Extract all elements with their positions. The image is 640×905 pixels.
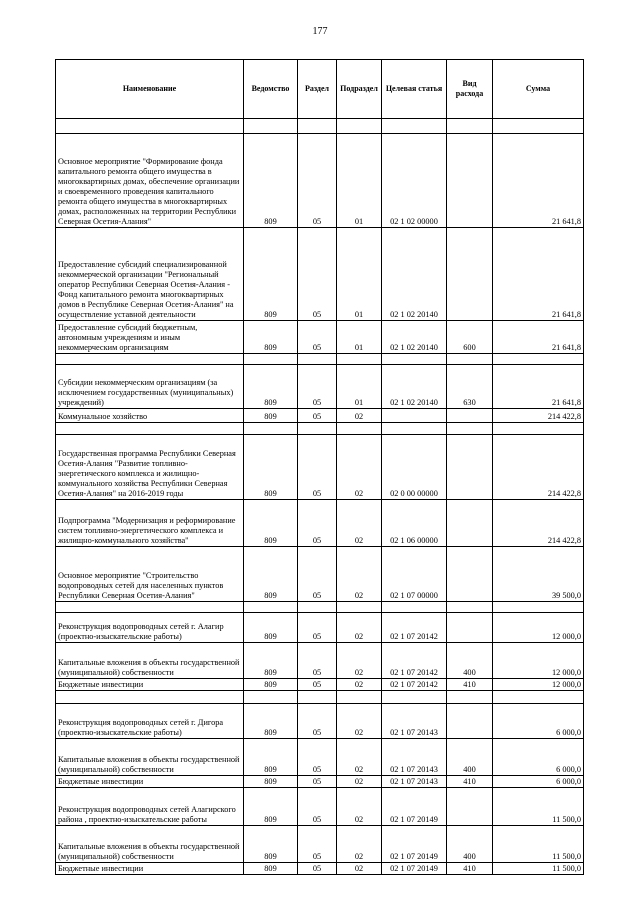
row-expense-type: [447, 547, 493, 602]
spacer-cell: [493, 691, 584, 704]
row-name: Капитальные вложения в объекты государственной (муниципальной) собственности: [56, 826, 244, 863]
row-target-item: 02 1 07 00000: [382, 547, 447, 602]
row-department: 809: [244, 409, 298, 423]
row-subsection: 02: [337, 547, 382, 602]
spacer-cell: [56, 354, 244, 365]
row-sum: 11 500,0: [493, 788, 584, 826]
spacer-cell: [56, 691, 244, 704]
row-sum: 214 422,8: [493, 435, 584, 500]
row-expense-type: [447, 788, 493, 826]
table-row: [56, 826, 584, 863]
row-target-item: 02 1 07 20149: [382, 788, 447, 826]
table-row: [56, 547, 584, 602]
row-section: 05: [298, 679, 337, 691]
row-name: Бюджетные инвестиции: [56, 776, 244, 788]
header-target-item: Целевая статья: [382, 60, 447, 119]
row-section: 05: [298, 826, 337, 863]
row-department: 809: [244, 321, 298, 354]
row-expense-type: 410: [447, 776, 493, 788]
row-sum: 214 422,8: [493, 409, 584, 423]
table-row: [56, 321, 584, 354]
row-target-item: 02 1 06 00000: [382, 500, 447, 547]
row-expense-type: [447, 134, 493, 228]
row-name: Капитальные вложения в объекты государственной (муниципальной) собственности: [56, 643, 244, 679]
spacer-cell: [244, 423, 298, 435]
row-section: 05: [298, 613, 337, 643]
row-spacer: [56, 602, 584, 613]
row-section: 05: [298, 863, 337, 875]
row-subsection: 02: [337, 739, 382, 776]
row-target-item: 02 1 07 20149: [382, 863, 447, 875]
header-expense-type: Вид расхода: [447, 60, 493, 119]
spacer-cell: [56, 602, 244, 613]
spacer-cell: [447, 423, 493, 435]
row-sum: 21 641,8: [493, 134, 584, 228]
table-row: [56, 435, 584, 500]
spacer-cell: [382, 602, 447, 613]
header-subsection: Подраздел: [337, 60, 382, 119]
row-department: 809: [244, 365, 298, 409]
row-spacer: [56, 691, 584, 704]
row-name: Субсидии некоммерческим организациям (за исключением государственных (муниципальных) учреждений): [56, 365, 244, 409]
row-target-item: 02 1 07 20142: [382, 613, 447, 643]
row-sum: 21 641,8: [493, 321, 584, 354]
row-section: 05: [298, 788, 337, 826]
row-sum: 21 641,8: [493, 365, 584, 409]
row-section: 05: [298, 704, 337, 739]
row-name: Бюджетные инвестиции: [56, 679, 244, 691]
row-name: Основное мероприятие "Строительство водопроводных сетей для населенных пунктов Республики Северная Осетия-Алания": [56, 547, 244, 602]
row-department: 809: [244, 788, 298, 826]
row-subsection: 02: [337, 643, 382, 679]
row-subsection: 01: [337, 321, 382, 354]
row-spacer: [56, 423, 584, 435]
row-target-item: 02 1 07 20142: [382, 679, 447, 691]
row-section: 05: [298, 435, 337, 500]
row-subsection: 02: [337, 788, 382, 826]
spacer-cell: [382, 354, 447, 365]
row-subsection: 02: [337, 613, 382, 643]
row-department: 809: [244, 228, 298, 321]
table-row: [56, 643, 584, 679]
row-target-item: [382, 409, 447, 423]
row-section: 05: [298, 409, 337, 423]
row-section: 05: [298, 739, 337, 776]
row-spacer: [56, 119, 584, 134]
row-expense-type: [447, 409, 493, 423]
spacer-cell: [337, 423, 382, 435]
spacer-cell: [244, 354, 298, 365]
table-row: [56, 863, 584, 875]
table-row: [56, 739, 584, 776]
header-section: Раздел: [298, 60, 337, 119]
table-row: [56, 613, 584, 643]
row-name: Капитальные вложения в объекты государственной (муниципальной) собственности: [56, 739, 244, 776]
row-name: Основное мероприятие "Формирование фонда капитального ремонта общего имущества в многоквартирных домах, обеспечение организации и своевременного проведения капитального ремонта общего имущества в многоквартирных домах, расположенных на территории Республики Северная Осетия-Алания": [56, 134, 244, 228]
row-target-item: 02 0 00 00000: [382, 435, 447, 500]
row-target-item: 02 1 07 20143: [382, 704, 447, 739]
table-row: [56, 365, 584, 409]
row-section: 05: [298, 643, 337, 679]
header-department: Ведомство: [244, 60, 298, 119]
row-sum: 11 500,0: [493, 863, 584, 875]
row-target-item: 02 1 07 20149: [382, 826, 447, 863]
row-name: Предоставление субсидий специализированной некоммерческой организации "Региональный оператор Республики Северная Осетия-Алания - Фонд капитального ремонта многоквартирных домов в Республике Северная Осетия-Алания" на осуществление уставной деятельности: [56, 228, 244, 321]
row-target-item: 02 1 07 20143: [382, 776, 447, 788]
header-row: [56, 60, 584, 119]
row-expense-type: [447, 500, 493, 547]
spacer-cell: [244, 691, 298, 704]
row-department: 809: [244, 613, 298, 643]
row-sum: 214 422,8: [493, 500, 584, 547]
row-sum: 39 500,0: [493, 547, 584, 602]
row-expense-type: 400: [447, 826, 493, 863]
row-name: Реконструкция водопроводных сетей Алагирского района , проектно-изыскательские работы: [56, 788, 244, 826]
row-sum: 11 500,0: [493, 826, 584, 863]
spacer-cell: [298, 602, 337, 613]
row-sum: 6 000,0: [493, 739, 584, 776]
row-target-item: 02 1 02 20140: [382, 365, 447, 409]
spacer-cell: [382, 119, 447, 134]
row-expense-type: [447, 613, 493, 643]
spacer-cell: [244, 602, 298, 613]
row-expense-type: [447, 704, 493, 739]
spacer-cell: [244, 119, 298, 134]
header-name: Наименование: [56, 60, 244, 119]
spacer-cell: [337, 602, 382, 613]
spacer-cell: [382, 691, 447, 704]
spacer-cell: [493, 354, 584, 365]
row-subsection: 02: [337, 500, 382, 547]
spacer-cell: [493, 602, 584, 613]
row-section: 05: [298, 228, 337, 321]
row-section: 05: [298, 134, 337, 228]
table-row: [56, 228, 584, 321]
row-department: 809: [244, 826, 298, 863]
row-department: 809: [244, 435, 298, 500]
row-subsection: 02: [337, 435, 382, 500]
spacer-cell: [298, 354, 337, 365]
row-target-item: 02 1 07 20143: [382, 739, 447, 776]
row-expense-type: 400: [447, 739, 493, 776]
spacer-cell: [298, 423, 337, 435]
row-name: Коммунальное хозяйство: [56, 409, 244, 423]
row-name: Реконструкция водопроводных сетей г. Алагир (проектно-изыскательские работы): [56, 613, 244, 643]
table-row: [56, 776, 584, 788]
row-sum: 21 641,8: [493, 228, 584, 321]
row-expense-type: [447, 228, 493, 321]
row-expense-type: 400: [447, 643, 493, 679]
spacer-cell: [493, 423, 584, 435]
row-department: 809: [244, 134, 298, 228]
row-subsection: 02: [337, 863, 382, 875]
row-name: Предоставление субсидий бюджетным, автономным учреждениям и иным некоммерческим организациям: [56, 321, 244, 354]
row-name: Подпрограмма "Модернизация и реформирование систем топливно-энергетического комплекса и жилищно-коммунального хозяйства": [56, 500, 244, 547]
row-section: 05: [298, 547, 337, 602]
spacer-cell: [382, 423, 447, 435]
spacer-cell: [298, 691, 337, 704]
table-row: [56, 500, 584, 547]
spacer-cell: [56, 119, 244, 134]
row-subsection: 02: [337, 826, 382, 863]
spacer-cell: [447, 602, 493, 613]
row-sum: 6 000,0: [493, 704, 584, 739]
header-sum: Сумма: [493, 60, 584, 119]
table-row: [56, 679, 584, 691]
row-section: 05: [298, 500, 337, 547]
row-department: 809: [244, 679, 298, 691]
row-subsection: 02: [337, 704, 382, 739]
row-expense-type: 410: [447, 679, 493, 691]
page-number: 177: [312, 26, 328, 37]
row-name: Бюджетные инвестиции: [56, 863, 244, 875]
row-department: 809: [244, 547, 298, 602]
row-target-item: 02 1 02 20140: [382, 228, 447, 321]
spacer-cell: [447, 119, 493, 134]
spacer-cell: [337, 354, 382, 365]
row-expense-type: 630: [447, 365, 493, 409]
row-name: Реконструкция водопроводных сетей г. Дигора (проектно-изыскательские работы): [56, 704, 244, 739]
table-row: [56, 704, 584, 739]
row-sum: 12 000,0: [493, 643, 584, 679]
row-subsection: 02: [337, 409, 382, 423]
row-department: 809: [244, 500, 298, 547]
row-target-item: 02 1 07 20142: [382, 643, 447, 679]
spacer-cell: [447, 691, 493, 704]
spacer-cell: [447, 354, 493, 365]
row-section: 05: [298, 365, 337, 409]
spacer-cell: [56, 423, 244, 435]
row-sum: 12 000,0: [493, 679, 584, 691]
row-subsection: 02: [337, 776, 382, 788]
row-spacer: [56, 354, 584, 365]
budget-table: [55, 59, 584, 875]
row-department: 809: [244, 643, 298, 679]
spacer-cell: [298, 119, 337, 134]
row-expense-type: 410: [447, 863, 493, 875]
row-name: Государственная программа Республики Северная Осетия-Алания "Развитие топливно-энергетического комплекса и жилищно-коммунального хозяйства Республики Северная Осетия-Алания" на 2016-2019 годы: [56, 435, 244, 500]
row-subsection: 02: [337, 679, 382, 691]
row-target-item: 02 1 02 20140: [382, 321, 447, 354]
row-target-item: 02 1 02 00000: [382, 134, 447, 228]
row-sum: 6 000,0: [493, 776, 584, 788]
row-department: 809: [244, 776, 298, 788]
table-row: [56, 134, 584, 228]
row-department: 809: [244, 739, 298, 776]
row-subsection: 01: [337, 228, 382, 321]
row-department: 809: [244, 704, 298, 739]
row-subsection: 01: [337, 134, 382, 228]
row-expense-type: 600: [447, 321, 493, 354]
spacer-cell: [337, 691, 382, 704]
row-section: 05: [298, 776, 337, 788]
table-row: [56, 409, 584, 423]
row-sum: 12 000,0: [493, 613, 584, 643]
table-row: [56, 788, 584, 826]
spacer-cell: [493, 119, 584, 134]
row-expense-type: [447, 435, 493, 500]
row-subsection: 01: [337, 365, 382, 409]
spacer-cell: [337, 119, 382, 134]
row-department: 809: [244, 863, 298, 875]
row-section: 05: [298, 321, 337, 354]
